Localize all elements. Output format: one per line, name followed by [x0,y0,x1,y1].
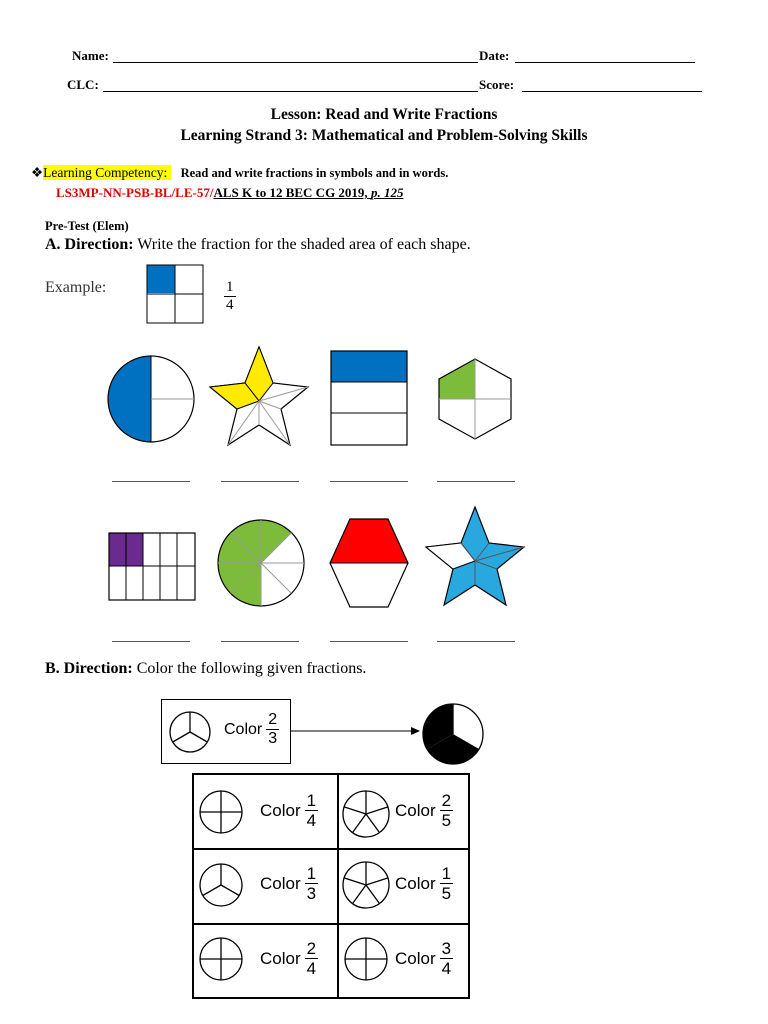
competency-label: Learning Competency: [43,165,171,180]
fifths-circle-icon [341,860,391,910]
direction-a-text: Write the fraction for the shaded area of each shape. [137,236,471,253]
cell-1-instruction [260,792,318,829]
answer-blank-5[interactable] [112,641,190,642]
cell-4-word: Color [395,873,436,893]
cell-5-word: Color [260,948,301,968]
example-numerator: 1 [226,279,234,295]
red-hexagon-shape [328,517,410,609]
cell-2-instruction [395,792,453,829]
competency-ref: ALS K to 12 BEC CG 2019, [213,185,371,200]
green-circle-eighths-shape [216,518,306,608]
cell-6-instruction [395,940,453,977]
direction-b-text: Color the following given fractions. [136,660,367,677]
cell-6-numerator: 3 [441,939,452,958]
score-field[interactable] [522,91,702,92]
cell-2-numerator: 2 [441,791,452,810]
cell-3-word: Color [260,873,301,893]
answer-blank-3[interactable] [330,481,408,482]
name-field[interactable] [113,62,478,63]
cell-4-denominator: 5 [441,884,452,903]
cell-1-word: Color [260,800,301,820]
rectangle-thirds-shape [330,350,408,446]
cell-5-instruction [260,940,318,977]
half-circle-shape [105,355,197,445]
answer-blank-1[interactable] [112,481,190,482]
blue-star-shape [424,505,526,609]
competency-text: Read and write fractions in symbols and in words. [180,166,449,180]
quarters-circle-icon [198,789,244,835]
direction-a [45,236,471,254]
answer-blank-2[interactable] [221,481,299,482]
thirds-circle-icon [198,862,244,908]
cell-3-denominator: 3 [306,884,317,903]
example-color-box [161,699,291,764]
quarters-circle-icon [343,936,389,982]
direction-a-title: A. Direction: [45,236,134,253]
cell-4-numerator: 1 [441,864,452,883]
colored-thirds-circle-icon [421,702,485,766]
thirds-circle-icon [168,710,212,754]
name-label: Name: [72,48,109,63]
answer-blank-8[interactable] [437,641,515,642]
strand-title: Learning Strand 3: Mathematical and Problem-Solving Skills [180,127,588,144]
clc-field[interactable] [103,91,478,92]
arrow-right-icon [291,724,421,738]
example-denominator: 4 [226,297,234,313]
direction-b-title: B. Direction: [45,660,133,677]
cell-2-word: Color [395,800,436,820]
competency-page: p. 125 [370,185,404,200]
competency-code-line [56,185,403,201]
cell-3-numerator: 1 [306,864,317,883]
example-color-instruction [224,712,279,747]
example-color-denominator: 3 [268,730,278,747]
answer-blank-6[interactable] [221,641,299,642]
fifths-circle-icon [341,789,391,839]
example-color-numerator: 2 [268,711,278,728]
cell-6-denominator: 4 [441,959,452,978]
example-label: Example: [45,279,107,296]
competency-line [31,165,448,181]
date-label: Date: [479,48,510,63]
cell-5-numerator: 2 [306,939,317,958]
direction-b [45,660,366,678]
diamond-bullet-icon: ❖ [31,165,44,180]
cell-3-instruction [260,865,318,902]
score-label: Score: [479,77,515,92]
cell-1-denominator: 4 [306,811,317,830]
example-square-shape [146,264,204,324]
date-field[interactable] [515,62,695,63]
yellow-star-shape [208,345,310,447]
lesson-title: Lesson: Read and Write Fractions [270,106,498,123]
example-fraction [224,280,236,313]
purple-grid-shape [108,532,196,602]
green-hexagon-shape [434,357,516,441]
cell-5-denominator: 4 [306,959,317,978]
quarters-circle-icon [198,936,244,982]
competency-code: LS3MP-NN-PSB-BL/LE-57/ [56,185,214,200]
cell-2-denominator: 5 [441,811,452,830]
example-color-word: Color [224,720,263,738]
cell-4-instruction [395,865,453,902]
clc-label: CLC: [67,77,99,92]
answer-blank-4[interactable] [437,481,515,482]
pretest-label: Pre-Test (Elem) [45,219,129,233]
answer-blank-7[interactable] [330,641,408,642]
cell-6-word: Color [395,948,436,968]
cell-1-numerator: 1 [306,791,317,810]
